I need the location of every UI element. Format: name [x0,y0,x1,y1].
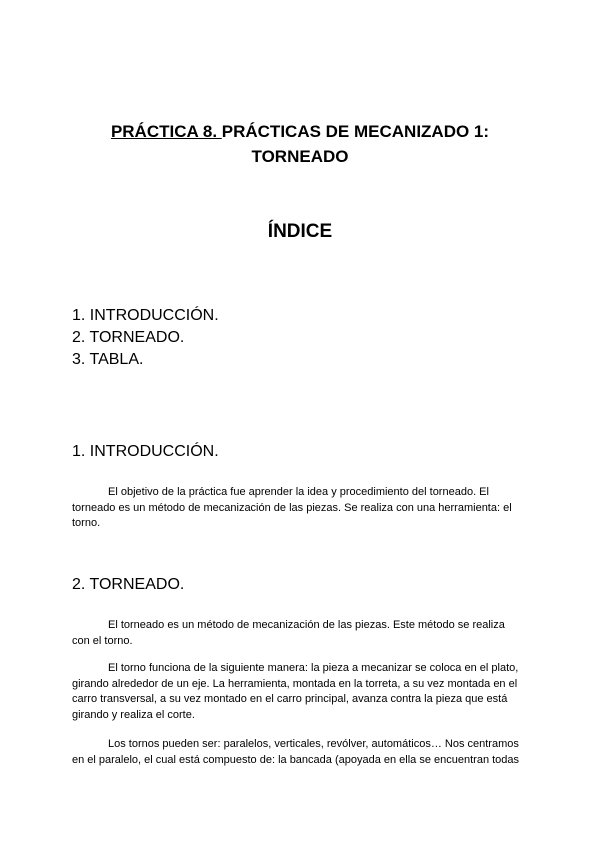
title-practice-number: PRÁCTICA 8. [110,122,222,141]
paragraph-torneado-3: Los tornos pueden ser: paralelos, verticales, revólver, automáticos… Nos centramos en el paralelo, el cual está compuesto de: la bancada (apoyada en ella se encuentran todas [72,738,520,766]
document-title-line-1 [0,120,600,144]
toc-item-torneado: 2. TORNEADO. [72,329,185,346]
document-title-line-2: TORNEADO [251,147,349,166]
paragraph-torneado-1: El torneado es un método de mecanización de las piezas. Este método se realiza con el torno. [72,619,505,647]
paragraph-torneado-2: El torno funciona de la siguiente manera: la pieza a mecanizar se coloca en el plato, girando alrededor de un eje. La herramienta, montada en la torreta, a su vez montada en el carro transversal, a su vez montado en el carro principal, avanza contra la pieza que está girando y realiza el corte. [72,662,519,721]
title-practice-name: PRÁCTICAS DE MECANIZADO 1: [221,122,490,141]
table-of-contents [72,305,219,371]
paragraph-introduccion-1: El objetivo de la práctica fue aprender la idea y procedimiento del torneado. El torneado es un método de mecanización de las piezas. Se realiza con una herramienta: el torno. [72,486,512,529]
section-heading-introduccion: 1. INTRODUCCIÓN. [72,443,219,460]
section-heading-torneado: 2. TORNEADO. [72,576,185,593]
index-heading: ÍNDICE [267,221,333,242]
toc-item-introduccion: 1. INTRODUCCIÓN. [72,307,219,324]
toc-item-tabla: 3. TABLA. [72,351,144,368]
